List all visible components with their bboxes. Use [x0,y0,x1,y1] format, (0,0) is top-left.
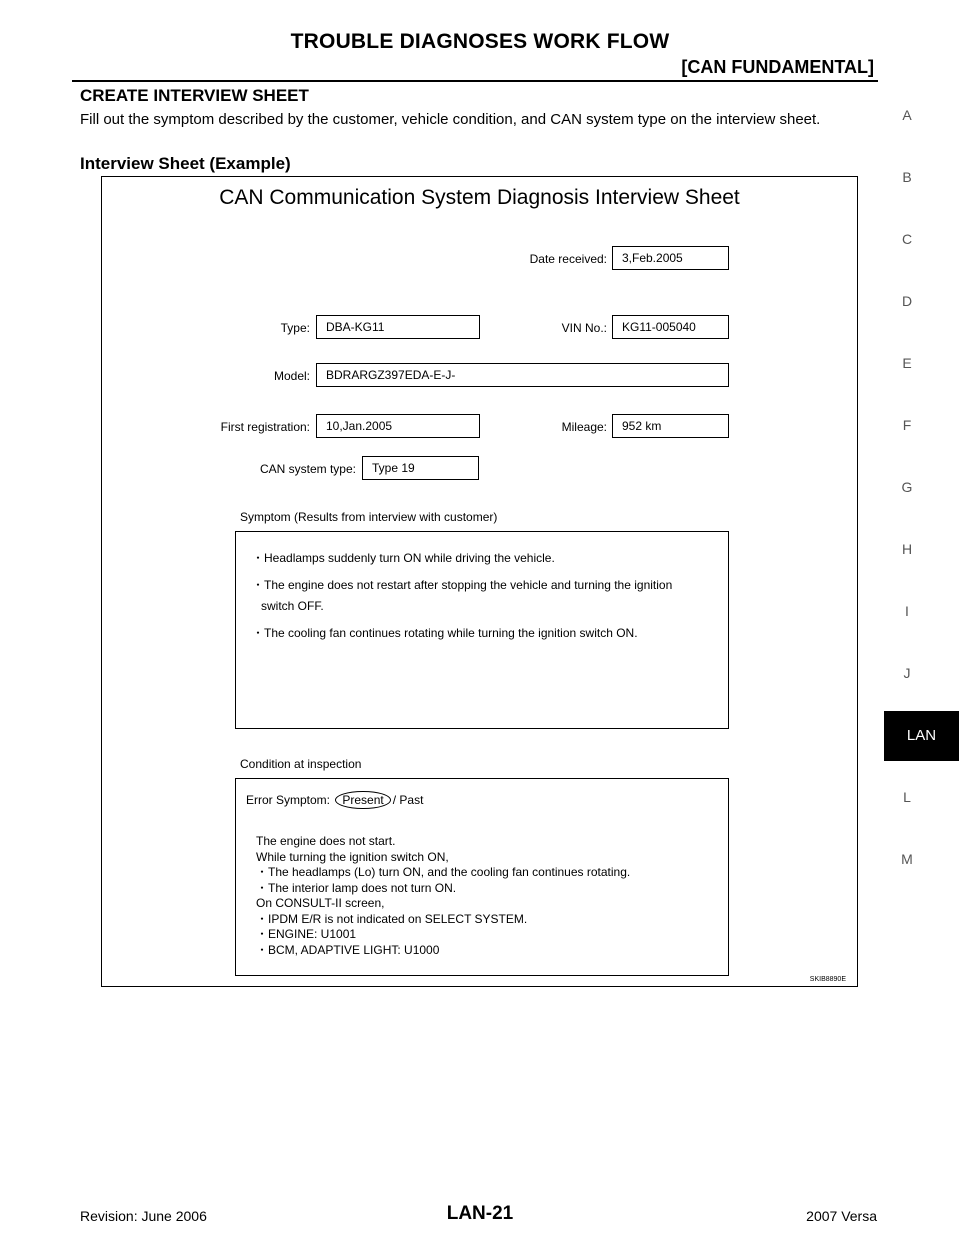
condition-line: ・ENGINE: U1001 [256,927,357,941]
section-heading: CREATE INTERVIEW SHEET [80,86,309,105]
condition-line: ・The interior lamp does not turn ON. [256,880,457,895]
header-divider [72,80,878,82]
present-circled-option: Present [335,791,390,809]
tab-d[interactable]: D [901,293,913,309]
tab-a[interactable]: A [902,107,912,123]
image-code: SKIB8890E [809,976,846,983]
error-symptom-label: Error Symptom: [246,793,331,807]
model-label: Model: [273,369,310,383]
type-field: DBA-KG11 [316,315,480,339]
symptom-panel [235,531,729,729]
condition-panel [235,778,729,976]
symptom-line: switch OFF. [261,599,324,613]
date-received-label: Date received: [529,252,607,266]
vin-field: KG11-005040 [612,315,729,339]
footer-model: 2007 Versa [806,1208,877,1224]
condition-line: ・IPDM E/R is not indicated on SELECT SYSTEM. [256,911,528,926]
tab-j[interactable]: J [903,665,911,681]
tab-c[interactable]: C [901,231,913,247]
tab-m[interactable]: M [901,851,913,867]
page-header-title: TROUBLE DIAGNOSES WORK FLOW [290,30,670,53]
tab-g[interactable]: G [901,479,913,495]
symptom-line: ・The cooling fan continues rotating while turning the ignition switch ON. [252,626,638,640]
footer-page-number: LAN-21 [446,1203,514,1224]
can-system-type-field: Type 19 [362,456,479,480]
sheet-title: CAN Communication System Diagnosis Interview Sheet [219,186,740,209]
date-received-field: 3,Feb.2005 [612,246,729,270]
tab-f[interactable]: F [902,417,912,433]
figure-heading: Interview Sheet (Example) [80,154,291,173]
mileage-field: 952 km [612,414,729,438]
first-registration-field: 10,Jan.2005 [316,414,480,438]
condition-details [256,834,630,958]
mileage-label: Mileage: [561,420,607,434]
condition-line: The engine does not start. [256,834,396,848]
condition-line: ・The headlamps (Lo) turn ON, and the cooling fan continues rotating. [256,865,631,879]
model-field: BDRARGZ397EDA-E-J- [316,363,729,387]
tab-b[interactable]: B [902,169,912,185]
intro-paragraph: Fill out the symptom described by the customer, vehicle condition, and CAN system type on the interview sheet. [80,111,821,128]
error-symptom-row [246,791,423,809]
tab-e[interactable]: E [902,355,912,371]
tab-lan-active[interactable]: LAN [884,711,959,761]
tab-l[interactable]: L [903,789,911,805]
can-system-type-label: CAN system type: [259,462,356,476]
tab-i[interactable]: I [905,603,909,619]
condition-label: Condition at inspection [240,757,362,771]
tab-h[interactable]: H [901,541,913,557]
interview-sheet [101,176,858,987]
condition-line: ・BCM, ADAPTIVE LIGHT: U1000 [256,942,440,957]
symptom-line: ・The engine does not restart after stopping the vehicle and turning the ignition [252,578,673,592]
symptom-label: Symptom (Results from interview with customer) [240,510,498,524]
page-header-section: [CAN FUNDAMENTAL] [681,57,874,77]
symptom-line: ・Headlamps suddenly turn ON while driving the vehicle. [252,551,555,565]
footer-revision: Revision: June 2006 [80,1208,207,1224]
condition-line: On CONSULT-II screen, [256,896,385,910]
first-registration-label: First registration: [220,420,310,434]
type-label: Type: [280,321,310,335]
vin-label: VIN No.: [561,321,607,335]
condition-line: While turning the ignition switch ON, [256,849,449,864]
past-option: / Past [392,793,424,807]
